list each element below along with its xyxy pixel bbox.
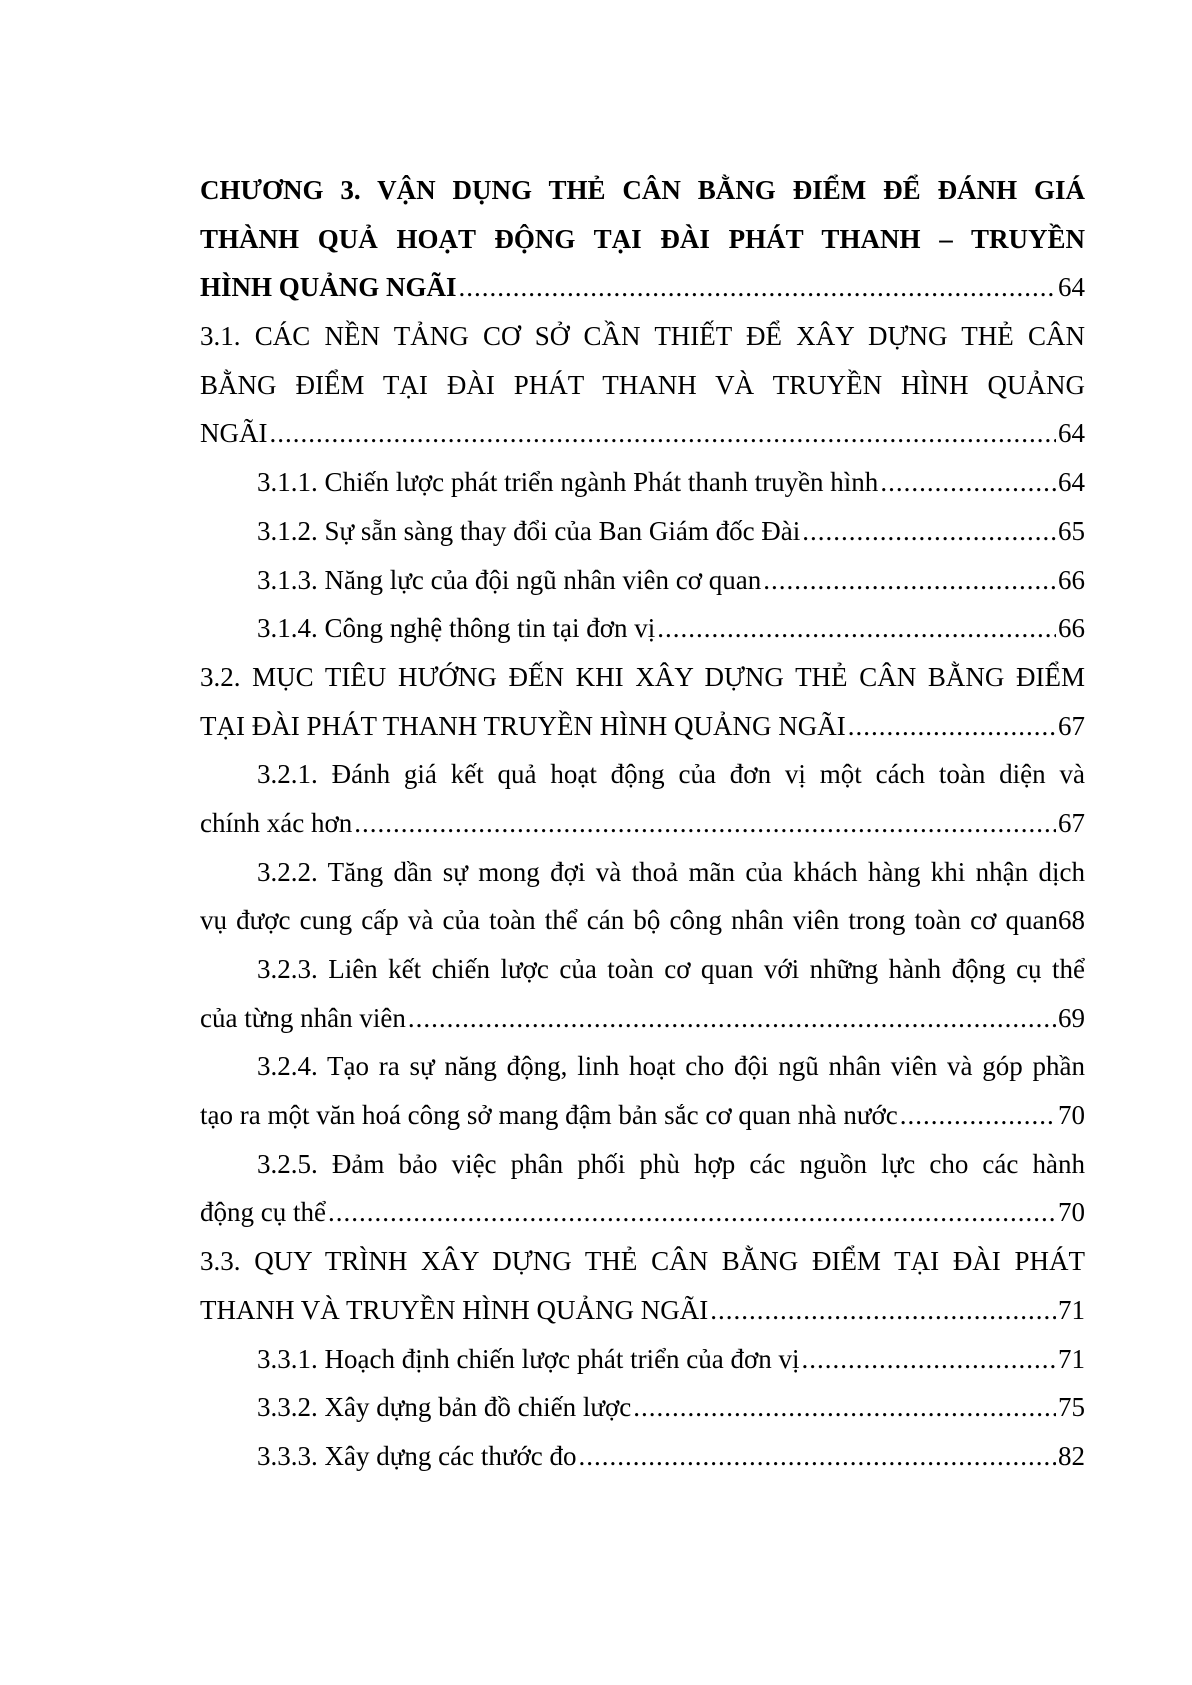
toc-page-number: 69 [1058,1002,1085,1033]
toc-entry-3-2-2[interactable] [200,848,1085,945]
toc-line: 3.2.5. Đảm bảo việc phân phối phù hợp các nguồn lực cho các hành [257,1148,1085,1179]
toc-dot-leader [270,409,1057,458]
toc-entry-3-2-3[interactable] [200,945,1085,1042]
toc-line [257,507,1085,556]
toc-line [257,1383,1085,1432]
toc-line: 3.2.2. Tăng dần sự mong đợi và thoả mãn của khách hàng khi nhận dịch [257,856,1085,887]
toc-entry-3-2-4[interactable] [200,1042,1085,1139]
toc-line: CHƯƠNG 3. VẬN DỤNG THẺ CÂN BẰNG ĐIỂM ĐỂ ĐÁNH GIÁ [200,175,1085,205]
toc-entry-title: TẠI ĐÀI PHÁT THANH TRUYỀN HÌNH QUẢNG NGÃI [200,710,846,741]
toc-line: 3.1. CÁC NỀN TẢNG CƠ SỞ CẦN THIẾT ĐỂ XÂY DỰNG THẺ CÂN [200,321,1085,352]
toc-dot-leader [802,507,1056,556]
toc-dot-leader [408,994,1056,1043]
toc-entry-title: 3.3.1. Hoạch định chiến lược phát triển của đơn vị [257,1343,800,1374]
toc-dot-leader [578,1432,1056,1481]
toc-dot-leader [763,556,1056,605]
toc-line [200,1286,1085,1335]
toc-page-number: 68 [1058,905,1085,936]
toc-dot-leader [657,604,1056,653]
toc-entry-title: THANH VÀ TRUYỀN HÌNH QUẢNG NGÃI [200,1294,709,1325]
toc-page-number: 65 [1058,515,1085,546]
toc-line [257,556,1085,605]
toc-page-number: 64 [1058,272,1085,303]
toc-entry-3-2[interactable] [200,653,1085,750]
toc-page-number: 64 [1058,418,1085,449]
toc-entry-3-1-1[interactable] [200,458,1085,507]
toc-entry-title: động cụ thể [200,1197,326,1228]
toc-line [200,1188,1085,1237]
toc-entry-title: 3.1.1. Chiến lược phát triển ngành Phát thanh truyền hình [257,467,879,498]
toc-line [200,702,1085,751]
toc-entry-title: 3.1.4. Công nghệ thông tin tại đơn vị [257,613,656,644]
toc-dot-leader [710,1286,1056,1335]
toc-entry-3-1-2[interactable] [200,507,1085,556]
toc-page-number: 71 [1058,1294,1085,1325]
toc-line [257,604,1085,653]
toc-entry-title: 3.1.2. Sự sẵn sàng thay đổi của Ban Giám đốc Đài [257,515,801,546]
toc-dot-leader [354,799,1056,848]
toc-line [200,1091,1085,1140]
toc-line [257,1432,1085,1481]
toc-page-number: 71 [1058,1343,1085,1374]
toc-entry-title: 3.1.3. Năng lực của đội ngũ nhân viên cơ quan [257,564,762,595]
toc-entry-3-2-5[interactable] [200,1140,1085,1237]
toc-dot-leader [633,1383,1056,1432]
toc-entry-title: chính xác hơn [200,807,353,838]
toc-entry-3-3-2[interactable] [200,1383,1085,1432]
toc-page-number: 70 [1058,1100,1085,1131]
toc-line: 3.3. QUY TRÌNH XÂY DỰNG THẺ CÂN BẰNG ĐIỂM TẠI ĐÀI PHÁT [200,1246,1085,1277]
toc-entry-3-1-4[interactable] [200,604,1085,653]
table-of-contents [200,166,1085,1481]
toc-entry-title: vụ được cung cấp và của toàn thể cán bộ công nhân viên trong toàn cơ quan [200,905,1058,936]
toc-line [257,458,1085,507]
toc-line [200,799,1085,848]
toc-entry-3-1[interactable] [200,312,1085,458]
toc-page-number: 67 [1058,807,1085,838]
toc-entry-3-3-3[interactable] [200,1432,1085,1481]
toc-line [257,1335,1085,1384]
toc-line: BẰNG ĐIỂM TẠI ĐÀI PHÁT THANH VÀ TRUYỀN HÌNH QUẢNG [200,369,1085,400]
toc-entry-3-1-3[interactable] [200,556,1085,605]
toc-entry-chapter-3[interactable] [200,166,1085,312]
toc-dot-leader [459,263,1056,312]
toc-page-number: 75 [1058,1392,1085,1423]
toc-entry-title: HÌNH QUẢNG NGÃI [200,272,457,303]
toc-entry-3-3[interactable] [200,1237,1085,1334]
toc-entry-title: 3.3.3. Xây dựng các thước đo [257,1440,577,1471]
toc-dot-leader [328,1188,1056,1237]
toc-dot-leader [848,702,1056,751]
toc-entry-3-3-1[interactable] [200,1335,1085,1384]
toc-page-number: 66 [1058,564,1085,595]
toc-entry-title: của từng nhân viên [200,1002,406,1033]
toc-line: THÀNH QUẢ HOẠT ĐỘNG TẠI ĐÀI PHÁT THANH – TRUYỀN [200,223,1085,254]
toc-line [200,409,1085,458]
toc-entry-3-2-1[interactable] [200,750,1085,847]
toc-entry-title: tạo ra một văn hoá công sở mang đậm bản sắc cơ quan nhà nước [200,1100,898,1131]
toc-line: 3.2.4. Tạo ra sự năng động, linh hoạt cho đội ngũ nhân viên và góp phần [257,1051,1085,1082]
toc-dot-leader [900,1091,1056,1140]
toc-entry-title: 3.3.2. Xây dựng bản đồ chiến lược [257,1392,632,1423]
toc-page-number: 64 [1058,467,1085,498]
toc-page-number: 70 [1058,1197,1085,1228]
toc-line [200,263,1085,312]
toc-line [200,896,1085,945]
toc-line: 3.2.3. Liên kết chiến lược của toàn cơ quan với những hành động cụ thể [257,954,1085,984]
toc-page-number: 67 [1058,710,1085,741]
toc-page-number: 82 [1058,1440,1085,1471]
toc-dot-leader [880,458,1056,507]
toc-dot-leader [802,1335,1056,1384]
toc-line [200,994,1085,1043]
toc-entry-title: NGÃI [200,418,268,449]
toc-line: 3.2.1. Đánh giá kết quả hoạt động của đơn vị một cách toàn diện và [257,759,1085,790]
toc-line: 3.2. MỤC TIÊU HƯỚNG ĐẾN KHI XÂY DỰNG THẺ CÂN BẰNG ĐIỂM [200,661,1085,692]
toc-page-number: 66 [1058,613,1085,644]
